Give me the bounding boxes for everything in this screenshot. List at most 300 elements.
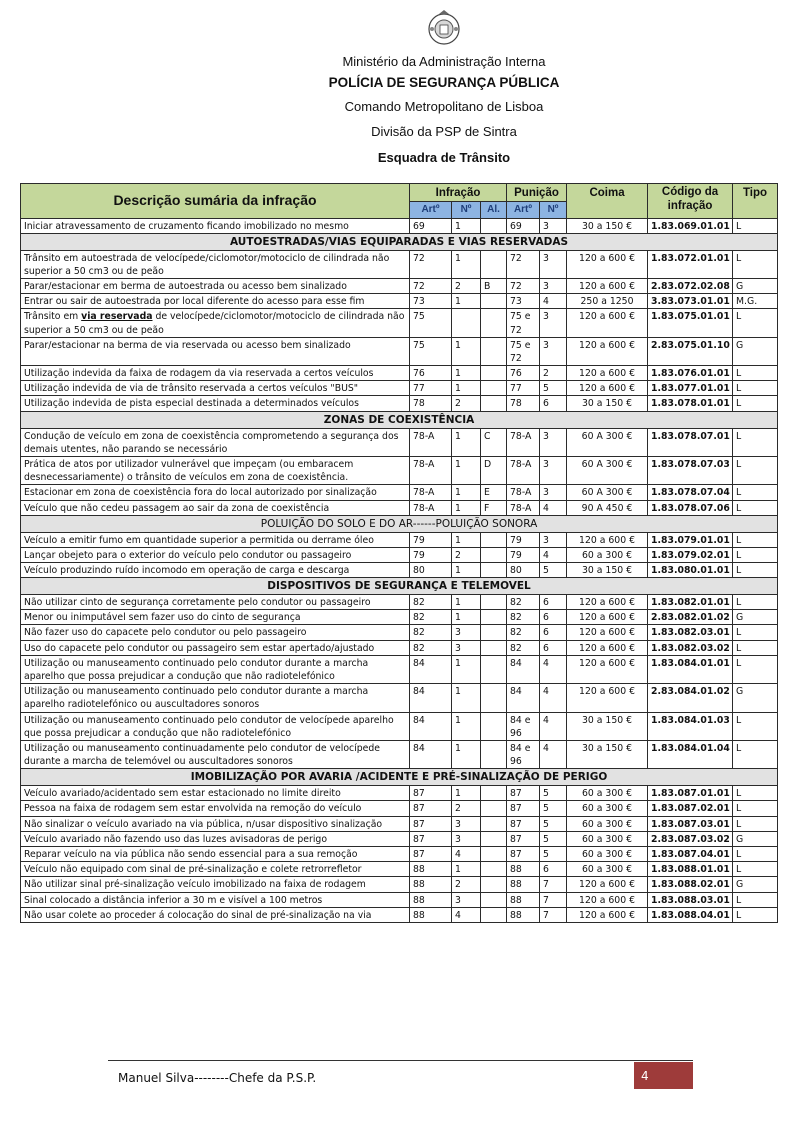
cell-numero: 1 [452, 562, 481, 577]
cell-numero: 4 [452, 907, 481, 922]
cell-alinea [481, 786, 507, 801]
cell-alinea: D [481, 456, 507, 484]
table-row [21, 456, 778, 484]
header-tipo: Tipo [733, 184, 778, 219]
cell-tipo: L [733, 846, 778, 861]
cell-artigo: 87 [410, 846, 452, 861]
cell-coima: 30 a 150 € [567, 218, 648, 233]
cell-artigo-punicao: 87 [507, 846, 540, 861]
cell-artigo-punicao: 82 [507, 610, 540, 625]
cell-artigo: 75 [410, 309, 452, 337]
cell-artigo-punicao: 77 [507, 381, 540, 396]
cell-tipo: L [733, 640, 778, 655]
cell-artigo-punicao: 79 [507, 547, 540, 562]
cell-codigo: 1.83.084.01.04 [648, 740, 733, 768]
cell-alinea [481, 366, 507, 381]
cell-numero: 1 [452, 595, 481, 610]
cell-codigo: 1.83.076.01.01 [648, 366, 733, 381]
cell-codigo: 1.83.087.02.01 [648, 801, 733, 816]
table-row [21, 562, 778, 577]
cell-artigo: 82 [410, 595, 452, 610]
cell-description: Utilização ou manuseamento continuado pelo condutor durante a marcha aparelho radiotelefónico ou auscultadores sonoros [21, 684, 410, 712]
cell-numero: 1 [452, 532, 481, 547]
table-row [21, 684, 778, 712]
infractions-table [20, 183, 778, 923]
cell-artigo: 82 [410, 610, 452, 625]
table-row [21, 740, 778, 768]
cell-coima: 30 a 150 € [567, 740, 648, 768]
header-punicao: Punição [507, 184, 567, 202]
cell-tipo: L [733, 485, 778, 500]
ministry-name: Ministério da Administração Interna [342, 54, 546, 69]
cell-tipo: G [733, 278, 778, 293]
cell-numero: 1 [452, 862, 481, 877]
cell-numero-punicao: 5 [540, 816, 567, 831]
table-row [21, 786, 778, 801]
cell-numero: 2 [452, 801, 481, 816]
cell-artigo-punicao: 87 [507, 801, 540, 816]
cell-numero-punicao: 7 [540, 877, 567, 892]
page-number: 4 [641, 1069, 649, 1083]
cell-artigo: 84 [410, 740, 452, 768]
cell-tipo: L [733, 309, 778, 337]
cell-numero-punicao: 3 [540, 485, 567, 500]
cell-codigo: 1.83.088.02.01 [648, 877, 733, 892]
cell-artigo: 82 [410, 640, 452, 655]
cell-tipo: M.G. [733, 294, 778, 309]
cell-artigo: 79 [410, 532, 452, 547]
cell-numero-punicao: 3 [540, 218, 567, 233]
subheader-artigo: Artº [410, 202, 452, 218]
division-name: Divisão da PSP de Sintra [371, 124, 517, 139]
cell-numero-punicao: 3 [540, 278, 567, 293]
cell-alinea [481, 640, 507, 655]
table-row [21, 712, 778, 740]
cell-tipo: L [733, 456, 778, 484]
table-row [21, 278, 778, 293]
cell-description: Veículo que não cedeu passagem ao sair da zona de coexistência [21, 500, 410, 515]
page-number-badge [634, 1062, 693, 1089]
cell-coima: 120 a 600 € [567, 278, 648, 293]
cell-coima: 60 a 300 € [567, 786, 648, 801]
cell-numero-punicao: 4 [540, 294, 567, 309]
cell-numero: 1 [452, 485, 481, 500]
table-row [21, 625, 778, 640]
cell-coima: 120 a 600 € [567, 892, 648, 907]
section-title: ZONAS DE COEXISTÊNCIA [21, 411, 778, 428]
cell-description: Reparar veículo na via pública não sendo essencial para a sua remoção [21, 846, 410, 861]
cell-alinea [481, 740, 507, 768]
cell-numero: 2 [452, 278, 481, 293]
cell-artigo-punicao: 87 [507, 786, 540, 801]
cell-artigo-punicao: 78-A [507, 456, 540, 484]
cell-codigo: 2.83.084.01.02 [648, 684, 733, 712]
cell-alinea [481, 381, 507, 396]
cell-artigo-punicao: 78-A [507, 428, 540, 456]
cell-tipo: L [733, 595, 778, 610]
cell-numero: 1 [452, 381, 481, 396]
cell-description: Utilização indevida de via de trânsito reservada a certos veículos "BUS" [21, 381, 410, 396]
cell-artigo-punicao: 78-A [507, 500, 540, 515]
table-row [21, 337, 778, 365]
cell-numero-punicao: 4 [540, 547, 567, 562]
cell-artigo: 80 [410, 562, 452, 577]
table-row [21, 655, 778, 683]
cell-numero: 1 [452, 655, 481, 683]
table-row [21, 250, 778, 278]
cell-coima: 60 A 300 € [567, 485, 648, 500]
cell-codigo: 1.83.078.01.01 [648, 396, 733, 411]
cell-artigo: 88 [410, 877, 452, 892]
cell-description: Condução de veículo em zona de coexistência comprometendo a segurança dos demais utentes, não parando se necessário [21, 428, 410, 456]
cell-artigo-punicao: 88 [507, 892, 540, 907]
cell-description: Veículo produzindo ruído incomodo em operação de carga e descarga [21, 562, 410, 577]
cell-coima: 60 a 300 € [567, 831, 648, 846]
cell-coima: 60 A 300 € [567, 456, 648, 484]
cell-numero: 1 [452, 428, 481, 456]
table-row [21, 846, 778, 861]
cell-description: Veículo não equipado com sinal de pré-sinalização e colete retrorrefletor [21, 862, 410, 877]
cell-numero-punicao: 4 [540, 655, 567, 683]
cell-codigo: 2.83.075.01.10 [648, 337, 733, 365]
cell-numero-punicao: 4 [540, 740, 567, 768]
cell-artigo: 79 [410, 547, 452, 562]
cell-alinea: C [481, 428, 507, 456]
cell-codigo: 1.83.078.07.01 [648, 428, 733, 456]
cell-numero: 1 [452, 337, 481, 365]
cell-coima: 120 a 600 € [567, 532, 648, 547]
table-row [21, 862, 778, 877]
cell-artigo-punicao: 88 [507, 862, 540, 877]
cell-alinea [481, 610, 507, 625]
cell-numero: 1 [452, 712, 481, 740]
cell-artigo-punicao: 78-A [507, 485, 540, 500]
cell-coima: 60 A 300 € [567, 428, 648, 456]
cell-coima: 60 a 300 € [567, 846, 648, 861]
description-text: de velocípede/ciclomotor/motociclo de cilindrada não superior a 50 cm3 ou de peão [24, 311, 405, 336]
table-row [21, 532, 778, 547]
cell-numero: 1 [452, 786, 481, 801]
cell-tipo: L [733, 428, 778, 456]
table-row [21, 309, 778, 337]
cell-numero-punicao: 6 [540, 610, 567, 625]
cell-artigo-punicao: 78 [507, 396, 540, 411]
cell-alinea: B [481, 278, 507, 293]
cell-codigo: 1.83.087.01.01 [648, 786, 733, 801]
table-row [21, 610, 778, 625]
cell-codigo: 1.83.078.07.06 [648, 500, 733, 515]
cell-coima: 60 a 300 € [567, 547, 648, 562]
cell-numero-punicao: 5 [540, 846, 567, 861]
cell-artigo: 88 [410, 862, 452, 877]
table-row [21, 218, 778, 233]
cell-artigo: 72 [410, 250, 452, 278]
cell-numero: 1 [452, 366, 481, 381]
cell-numero-punicao: 5 [540, 831, 567, 846]
footer-signature: Manuel Silva--------Chefe da P.S.P. [118, 1071, 317, 1085]
cell-tipo: L [733, 500, 778, 515]
command-name: Comando Metropolitano de Lisboa [344, 99, 544, 114]
cell-artigo-punicao: 73 [507, 294, 540, 309]
cell-alinea [481, 547, 507, 562]
cell-artigo-punicao: 75 e 72 [507, 309, 540, 337]
cell-artigo-punicao: 87 [507, 831, 540, 846]
cell-tipo: G [733, 684, 778, 712]
cell-numero: 1 [452, 500, 481, 515]
cell-codigo: 1.83.079.01.01 [648, 532, 733, 547]
cell-tipo: L [733, 816, 778, 831]
table-header-row [21, 184, 778, 202]
cell-description: Veículo avariado/acidentado sem estar estacionado no limite direito [21, 786, 410, 801]
cell-coima: 120 a 600 € [567, 610, 648, 625]
cell-description: Não fazer uso do capacete pelo condutor ou pelo passageiro [21, 625, 410, 640]
subheader-alinea: Al. [481, 202, 507, 218]
cell-codigo: 2.83.087.03.02 [648, 831, 733, 846]
cell-tipo: L [733, 218, 778, 233]
cell-coima: 30 a 150 € [567, 396, 648, 411]
cell-alinea [481, 877, 507, 892]
cell-coima: 120 a 600 € [567, 625, 648, 640]
cell-tipo: G [733, 831, 778, 846]
header-description: Descrição sumária da infração [21, 184, 410, 219]
cell-numero: 3 [452, 816, 481, 831]
cell-codigo: 1.83.087.04.01 [648, 846, 733, 861]
cell-artigo: 78 [410, 396, 452, 411]
coat-of-arms-icon [424, 8, 464, 48]
police-name: POLÍCIA DE SEGURANÇA PÚBLICA [328, 75, 560, 90]
cell-numero: 1 [452, 250, 481, 278]
table-row [21, 816, 778, 831]
cell-artigo-punicao: 69 [507, 218, 540, 233]
section-header-row [21, 769, 778, 786]
table-row [21, 595, 778, 610]
cell-codigo: 1.83.082.03.02 [648, 640, 733, 655]
cell-coima: 120 a 600 € [567, 309, 648, 337]
cell-coima: 250 a 1250 [567, 294, 648, 309]
cell-description: Não sinalizar o veículo avariado na via pública, n/usar dispositivo sinalização [21, 816, 410, 831]
cell-numero-punicao: 4 [540, 684, 567, 712]
table-row [21, 892, 778, 907]
cell-numero: 1 [452, 684, 481, 712]
table-row [21, 801, 778, 816]
cell-codigo: 1.83.077.01.01 [648, 381, 733, 396]
table-row [21, 831, 778, 846]
table-row [21, 640, 778, 655]
cell-coima: 120 a 600 € [567, 640, 648, 655]
table-row [21, 877, 778, 892]
cell-description: Entrar ou sair de autoestrada por local diferente do acesso para esse fim [21, 294, 410, 309]
cell-artigo: 78-A [410, 500, 452, 515]
cell-description: Trânsito em autoestrada de velocípede/ciclomotor/motociclo de cilindrada não superior a 50 cm3 ou de peão [21, 250, 410, 278]
cell-coima: 30 a 150 € [567, 562, 648, 577]
cell-artigo-punicao: 76 [507, 366, 540, 381]
cell-numero: 3 [452, 831, 481, 846]
header-coima: Coima [567, 184, 648, 219]
cell-numero: 1 [452, 456, 481, 484]
cell-description: Prática de atos por utilizador vulnerável que impeçam (ou embaracem desnecessariamente) o trânsito de veículos em zona de coexistência. [21, 456, 410, 484]
cell-description: Veículo a emitir fumo em quantidade superior a permitida ou derrame óleo [21, 532, 410, 547]
cell-description: Menor ou inimputável sem fazer uso do cinto de segurança [21, 610, 410, 625]
cell-alinea [481, 712, 507, 740]
cell-alinea [481, 532, 507, 547]
section-header-row [21, 411, 778, 428]
cell-codigo: 1.83.087.03.01 [648, 816, 733, 831]
cell-artigo-punicao: 88 [507, 877, 540, 892]
cell-description: Utilização ou manuseamento continuado pelo condutor durante a marcha aparelho que possa prejudicar a condução que não radiotelefónico [21, 655, 410, 683]
cell-alinea [481, 655, 507, 683]
cell-description: Utilização indevida da faixa de rodagem da via reservada a certos veículos [21, 366, 410, 381]
cell-alinea [481, 218, 507, 233]
cell-numero-punicao: 2 [540, 366, 567, 381]
cell-artigo: 87 [410, 831, 452, 846]
cell-coima: 60 a 300 € [567, 801, 648, 816]
table-row [21, 547, 778, 562]
cell-numero: 1 [452, 740, 481, 768]
cell-description: Estacionar em zona de coexistência fora do local autorizado por sinalização [21, 485, 410, 500]
cell-alinea: F [481, 500, 507, 515]
cell-tipo: G [733, 877, 778, 892]
cell-artigo: 73 [410, 294, 452, 309]
cell-numero-punicao: 5 [540, 381, 567, 396]
cell-coima: 90 A 450 € [567, 500, 648, 515]
cell-numero-punicao: 6 [540, 640, 567, 655]
cell-artigo-punicao: 80 [507, 562, 540, 577]
cell-alinea [481, 250, 507, 278]
cell-numero: 3 [452, 640, 481, 655]
description-emphasis: via reservada [81, 311, 153, 323]
cell-alinea [481, 294, 507, 309]
cell-alinea [481, 892, 507, 907]
section-title: DISPOSITIVOS DE SEGURANÇA E TELEMOVEL [21, 578, 778, 595]
cell-tipo: L [733, 786, 778, 801]
subheader-numero-punicao: Nº [540, 202, 567, 218]
cell-coima: 60 a 300 € [567, 862, 648, 877]
cell-artigo: 87 [410, 816, 452, 831]
cell-coima: 120 a 600 € [567, 250, 648, 278]
cell-tipo: L [733, 547, 778, 562]
cell-numero-punicao: 5 [540, 801, 567, 816]
cell-description: Iniciar atravessamento de cruzamento ficando imobilizado no mesmo [21, 218, 410, 233]
cell-artigo: 78-A [410, 456, 452, 484]
cell-artigo-punicao: 82 [507, 640, 540, 655]
cell-numero-punicao: 6 [540, 862, 567, 877]
cell-tipo: L [733, 366, 778, 381]
table-row [21, 381, 778, 396]
cell-tipo: G [733, 610, 778, 625]
unit-name: Esquadra de Trânsito [377, 150, 511, 165]
cell-codigo: 1.83.075.01.01 [648, 309, 733, 337]
cell-alinea [481, 625, 507, 640]
cell-coima: 30 a 150 € [567, 712, 648, 740]
cell-artigo: 76 [410, 366, 452, 381]
cell-tipo: L [733, 892, 778, 907]
cell-codigo: 1.83.080.01.01 [648, 562, 733, 577]
cell-description: Lançar obejeto para o exterior do veículo pelo condutor ou passageiro [21, 547, 410, 562]
cell-description: Uso do capacete pelo condutor ou passageiro sem estar apertado/ajustado [21, 640, 410, 655]
cell-coima: 120 a 600 € [567, 381, 648, 396]
cell-description: Parar/estacionar na berma de via reservada ou acesso bem sinalizado [21, 337, 410, 365]
cell-artigo-punicao: 82 [507, 595, 540, 610]
cell-artigo-punicao: 75 e 72 [507, 337, 540, 365]
cell-alinea [481, 831, 507, 846]
cell-artigo: 84 [410, 655, 452, 683]
cell-description: Veículo avariado não fazendo uso das luzes avisadoras de perigo [21, 831, 410, 846]
cell-codigo: 3.83.073.01.01 [648, 294, 733, 309]
cell-codigo: 1.83.078.07.03 [648, 456, 733, 484]
table-row [21, 485, 778, 500]
cell-coima: 120 a 600 € [567, 655, 648, 683]
cell-alinea [481, 801, 507, 816]
subheader-numero: Nº [452, 202, 481, 218]
cell-numero-punicao: 3 [540, 309, 567, 337]
section-title: IMOBILIZAÇÃO POR AVARIA /ACIDENTE E PRÉ-SINALIZAÇÃO DE PERIGO [21, 769, 778, 786]
cell-numero-punicao: 7 [540, 907, 567, 922]
header-infracao: Infração [410, 184, 507, 202]
cell-artigo-punicao: 87 [507, 816, 540, 831]
cell-alinea [481, 907, 507, 922]
cell-codigo: 1.83.088.03.01 [648, 892, 733, 907]
cell-codigo: 1.83.088.04.01 [648, 907, 733, 922]
table-row [21, 396, 778, 411]
cell-tipo: L [733, 862, 778, 877]
cell-coima: 120 a 600 € [567, 595, 648, 610]
section-title: POLUIÇÃO DO SOLO E DO AR------POLUIÇÃO SONORA [21, 515, 778, 532]
cell-tipo: L [733, 396, 778, 411]
cell-artigo: 82 [410, 625, 452, 640]
cell-artigo-punicao: 84 e 96 [507, 712, 540, 740]
cell-alinea [481, 816, 507, 831]
table-row [21, 294, 778, 309]
table-row [21, 500, 778, 515]
cell-artigo-punicao: 72 [507, 250, 540, 278]
cell-tipo: L [733, 907, 778, 922]
cell-coima: 120 a 600 € [567, 907, 648, 922]
cell-numero-punicao: 6 [540, 625, 567, 640]
subheader-artigo-punicao: Artº [507, 202, 540, 218]
cell-numero: 3 [452, 625, 481, 640]
cell-artigo: 88 [410, 892, 452, 907]
cell-description: Utilização ou manuseamento continuadamente pelo condutor de velocípede durante a marcha de telemóvel ou auscultadores sonoros [21, 740, 410, 768]
cell-coima: 60 a 300 € [567, 816, 648, 831]
cell-numero: 3 [452, 892, 481, 907]
cell-tipo: L [733, 381, 778, 396]
cell-tipo: L [733, 712, 778, 740]
cell-artigo: 77 [410, 381, 452, 396]
cell-artigo: 72 [410, 278, 452, 293]
section-title: AUTOESTRADAS/VIAS EQUIPARADAS E VIAS RESERVADAS [21, 233, 778, 250]
table-row [21, 366, 778, 381]
cell-artigo: 84 [410, 712, 452, 740]
cell-artigo: 84 [410, 684, 452, 712]
section-header-row [21, 515, 778, 532]
cell-description: Pessoa na faixa de rodagem sem estar envolvida na remoção do veículo [21, 801, 410, 816]
cell-alinea: E [481, 485, 507, 500]
description-text: Trânsito em [24, 311, 82, 323]
cell-codigo: 1.83.078.07.04 [648, 485, 733, 500]
cell-description: Não utilizar cinto de segurança corretamente pelo condutor ou passageiro [21, 595, 410, 610]
cell-numero-punicao: 3 [540, 337, 567, 365]
cell-numero-punicao: 4 [540, 712, 567, 740]
cell-codigo: 1.83.084.01.01 [648, 655, 733, 683]
cell-artigo-punicao: 88 [507, 907, 540, 922]
cell-tipo: L [733, 740, 778, 768]
cell-numero: 1 [452, 610, 481, 625]
cell-description: Utilização ou manuseamento continuado pelo condutor de velocípede aparelho que possa prejudicar a condução que não radiotelefónico [21, 712, 410, 740]
cell-description: Utilização indevida de pista especial destinada a determinados veículos [21, 396, 410, 411]
cell-codigo: 2.83.082.01.02 [648, 610, 733, 625]
cell-artigo: 69 [410, 218, 452, 233]
cell-numero: 4 [452, 846, 481, 861]
